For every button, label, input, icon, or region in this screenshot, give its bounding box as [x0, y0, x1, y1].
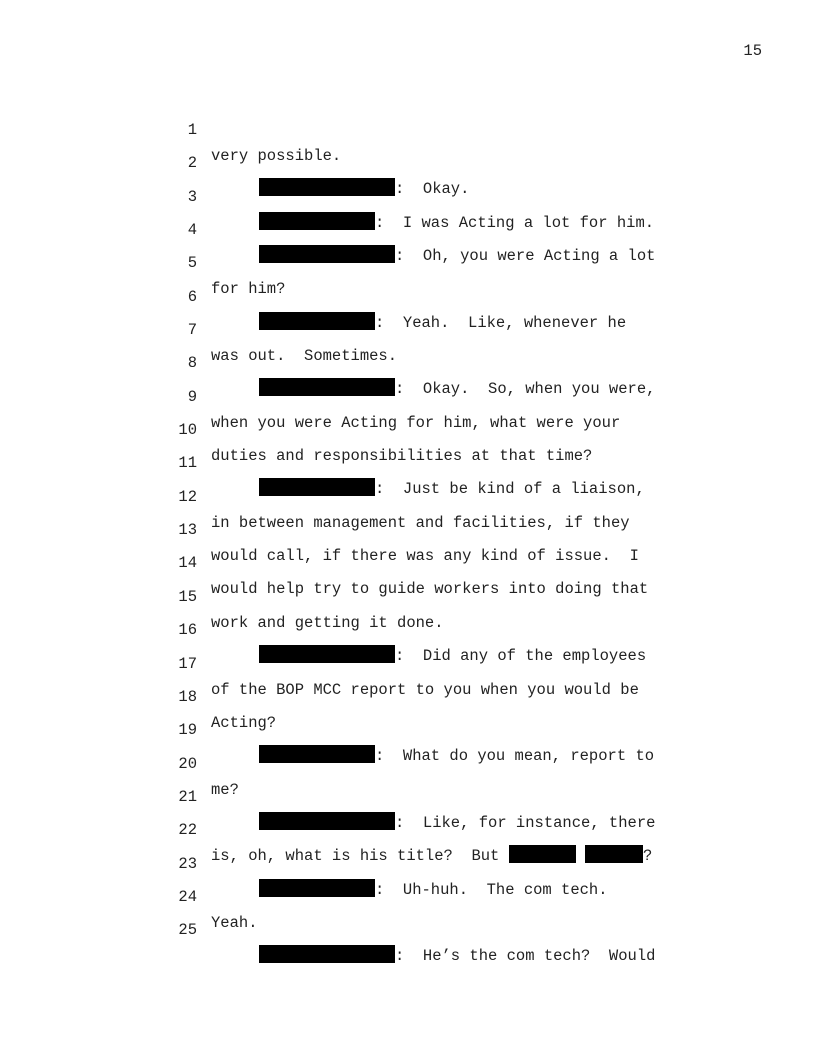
line-text: : He’s the com tech? Would — [395, 947, 656, 966]
transcript-line — [0, 124, 816, 199]
transcript-line — [0, 158, 816, 232]
line-text: : Okay. So, when you were, — [395, 380, 656, 399]
line-text: for him? — [211, 280, 286, 299]
line-number: 8 — [187, 354, 197, 373]
line-text: : Okay. — [395, 180, 470, 199]
line-text: very possible. — [211, 147, 342, 165]
line-number: 1 — [187, 121, 197, 139]
line-text: Yeah. — [211, 913, 258, 932]
line-text: : What do you mean, report to — [375, 747, 655, 766]
line-number: 19 — [178, 721, 197, 740]
line-number: 14 — [178, 554, 197, 573]
line-text: work and getting it done. — [211, 613, 444, 632]
line-number: 15 — [178, 587, 197, 606]
line-text: : Uh-huh. The com tech. — [375, 880, 608, 899]
line-text: when you were Acting for him, what were your — [211, 413, 621, 432]
line-text: : Did any of the employees — [395, 647, 647, 666]
line-number: 21 — [178, 787, 197, 806]
line-number: 25 — [178, 921, 197, 940]
line-number: 16 — [178, 621, 197, 640]
redacted-speaker — [259, 945, 395, 963]
transcript-line — [0, 224, 816, 299]
line-number: 10 — [178, 421, 197, 440]
line-text: : Just be kind of a liaison, — [375, 480, 645, 499]
line-number: 2 — [187, 154, 197, 173]
line-number: 4 — [187, 221, 197, 240]
line-number: 6 — [187, 287, 197, 306]
line-text: is, oh, what is his title? But — [211, 847, 509, 866]
transcript-line — [0, 91, 816, 165]
line-number: 22 — [178, 821, 197, 840]
line-number: 12 — [178, 487, 197, 506]
line-number: 13 — [178, 521, 197, 540]
line-text: : I was Acting a lot for him. — [375, 213, 655, 232]
line-text: duties and responsibilities at that time? — [211, 447, 593, 466]
transcript-body — [0, 91, 816, 966]
line-text: would help try to guide workers into doing that — [211, 580, 649, 599]
transcript-line — [0, 324, 816, 399]
line-text: would call, if there was any kind of issue. I — [211, 547, 639, 566]
page-number: 15 — [743, 42, 762, 60]
line-text: in between management and facilities, if they — [211, 513, 630, 532]
transcript-line — [0, 891, 816, 966]
line-number: 9 — [187, 387, 197, 406]
line-text: me? — [211, 780, 239, 799]
line-text: : Yeah. Like, whenever he — [375, 313, 627, 332]
transcript-line — [0, 191, 816, 266]
line-text: : Like, for instance, there — [395, 813, 656, 832]
line-text: : Oh, you were Acting a lot — [395, 247, 656, 266]
line-text-end: ? — [642, 847, 653, 866]
line-number: 11 — [178, 454, 197, 473]
line-number: 20 — [178, 754, 197, 773]
line-number: 23 — [178, 854, 197, 873]
line-number: 3 — [187, 187, 197, 206]
transcript-line — [0, 291, 816, 366]
line-number: 7 — [187, 321, 197, 340]
line-text: was out. Sometimes. — [211, 347, 398, 366]
line-number: 18 — [178, 687, 197, 706]
line-number: 17 — [178, 654, 197, 673]
line-text: of the BOP MCC report to you when you would be — [211, 680, 639, 699]
line-number: 5 — [187, 254, 197, 273]
line-number: 24 — [178, 887, 197, 906]
line-text: Acting? — [211, 713, 277, 732]
transcript-line — [0, 258, 816, 332]
